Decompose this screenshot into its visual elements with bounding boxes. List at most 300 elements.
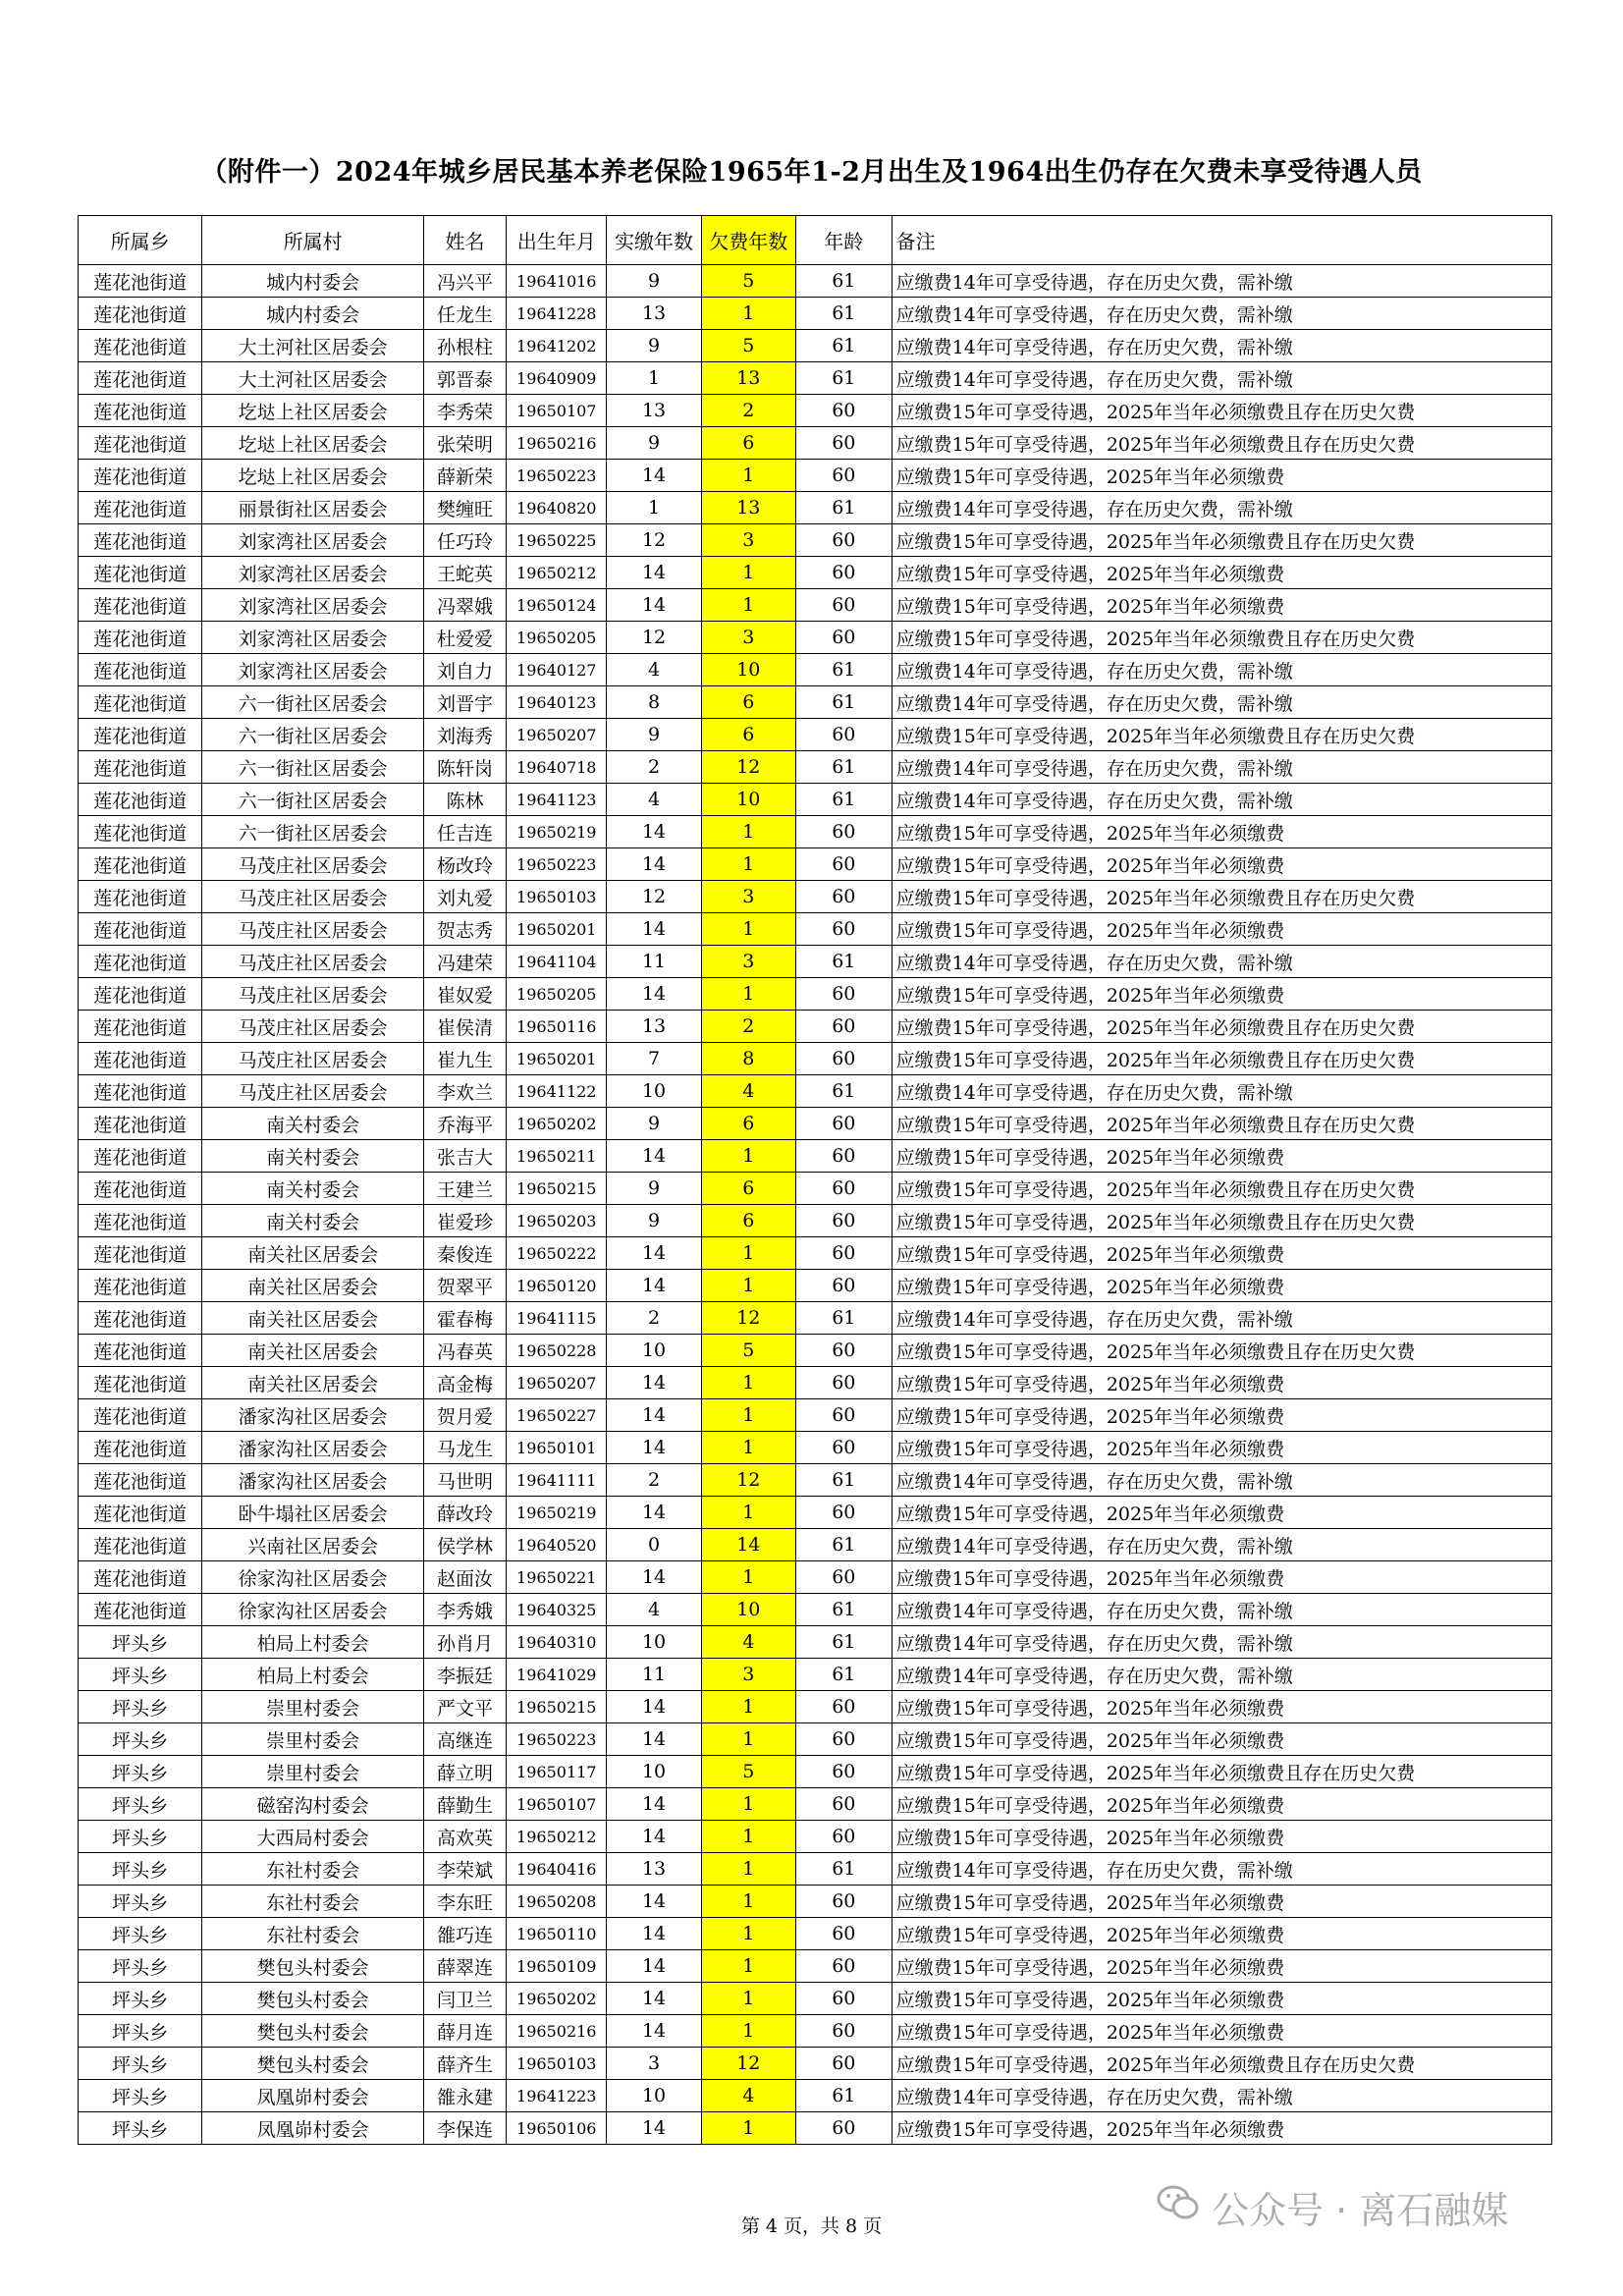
cell-township: 莲花池街道 — [79, 492, 202, 524]
cell-remark: 应缴费14年可享受待遇，存在历史欠费，需补缴 — [892, 330, 1551, 362]
cell-arrears-years: 4 — [701, 2080, 795, 2112]
cell-name: 秦俊连 — [423, 1237, 506, 1270]
cell-paid-years: 14 — [607, 1237, 701, 1270]
cell-birth-date: 19650107 — [507, 395, 607, 427]
cell-birth-date: 19650201 — [507, 1043, 607, 1075]
cell-age: 60 — [795, 1561, 892, 1594]
table-row — [79, 2015, 1552, 2048]
cell-village: 凤凰峁村委会 — [202, 2080, 424, 2112]
cell-arrears-years: 1 — [701, 816, 795, 848]
cell-arrears-years: 1 — [701, 913, 795, 946]
cell-arrears-years: 4 — [701, 1075, 795, 1108]
table-row — [79, 492, 1552, 524]
cell-name: 刘海秀 — [423, 719, 506, 751]
cell-birth-date: 19650212 — [507, 1821, 607, 1853]
cell-village: 大西局村委会 — [202, 1821, 424, 1853]
cell-village: 大土河社区居委会 — [202, 330, 424, 362]
cell-name: 贺志秀 — [423, 913, 506, 946]
cell-birth-date: 19650106 — [507, 2112, 607, 2145]
cell-birth-date: 19650103 — [507, 881, 607, 913]
cell-village: 刘家湾社区居委会 — [202, 524, 424, 557]
cell-village: 城内村委会 — [202, 265, 424, 298]
cell-township: 莲花池街道 — [79, 460, 202, 492]
cell-name: 杜爱爱 — [423, 622, 506, 654]
table-row — [79, 298, 1552, 330]
cell-township: 坪头乡 — [79, 1853, 202, 1886]
cell-arrears-years: 5 — [701, 330, 795, 362]
cell-township: 莲花池街道 — [79, 298, 202, 330]
cell-age: 60 — [795, 816, 892, 848]
table-row — [79, 1950, 1552, 1983]
cell-birth-date: 19650219 — [507, 816, 607, 848]
cell-name: 李东旺 — [423, 1886, 506, 1918]
cell-arrears-years: 10 — [701, 1594, 795, 1626]
cell-paid-years: 10 — [607, 1626, 701, 1659]
cell-township: 莲花池街道 — [79, 427, 202, 460]
cell-remark: 应缴费14年可享受待遇，存在历史欠费，需补缴 — [892, 298, 1551, 330]
cell-remark: 应缴费15年可享受待遇，2025年当年必须缴费且存在历史欠费 — [892, 719, 1551, 751]
cell-village: 潘家沟社区居委会 — [202, 1399, 424, 1432]
cell-age: 60 — [795, 1756, 892, 1788]
cell-paid-years: 14 — [607, 1432, 701, 1464]
cell-age: 60 — [795, 848, 892, 881]
cell-birth-date: 19640520 — [507, 1529, 607, 1561]
cell-birth-date: 19641016 — [507, 265, 607, 298]
cell-arrears-years: 1 — [701, 1270, 795, 1302]
cell-township: 莲花池街道 — [79, 1367, 202, 1399]
cell-paid-years: 3 — [607, 2048, 701, 2080]
table-row — [79, 1108, 1552, 1140]
cell-name: 侯学林 — [423, 1529, 506, 1561]
cell-age: 60 — [795, 1497, 892, 1529]
cell-birth-date: 19640127 — [507, 654, 607, 686]
cell-township: 莲花池街道 — [79, 1108, 202, 1140]
cell-remark: 应缴费14年可享受待遇，存在历史欠费，需补缴 — [892, 1659, 1551, 1691]
cell-township: 莲花池街道 — [79, 1205, 202, 1237]
cell-name: 雒永建 — [423, 2080, 506, 2112]
cell-arrears-years: 12 — [701, 2048, 795, 2080]
cell-name: 薛立明 — [423, 1756, 506, 1788]
cell-age: 60 — [795, 1983, 892, 2015]
cell-birth-date: 19650120 — [507, 1270, 607, 1302]
table-row — [79, 1659, 1552, 1691]
cell-paid-years: 14 — [607, 1886, 701, 1918]
table-row — [79, 1497, 1552, 1529]
cell-village: 徐家沟社区居委会 — [202, 1594, 424, 1626]
cell-arrears-years: 10 — [701, 654, 795, 686]
cell-village: 樊包头村委会 — [202, 1950, 424, 1983]
cell-age: 60 — [795, 1335, 892, 1367]
cell-birth-date: 19650223 — [507, 1723, 607, 1756]
cell-paid-years: 8 — [607, 686, 701, 719]
cell-township: 坪头乡 — [79, 1756, 202, 1788]
cell-paid-years: 14 — [607, 816, 701, 848]
cell-township: 莲花池街道 — [79, 1011, 202, 1043]
cell-remark: 应缴费15年可享受待遇，2025年当年必须缴费 — [892, 816, 1551, 848]
cell-name: 李振廷 — [423, 1659, 506, 1691]
cell-remark: 应缴费15年可享受待遇，2025年当年必须缴费 — [892, 1237, 1551, 1270]
table-row — [79, 1918, 1552, 1950]
cell-age: 61 — [795, 654, 892, 686]
cell-birth-date: 19650223 — [507, 460, 607, 492]
cell-name: 李欢兰 — [423, 1075, 506, 1108]
cell-remark: 应缴费15年可享受待遇，2025年当年必须缴费 — [892, 1432, 1551, 1464]
cell-paid-years: 13 — [607, 298, 701, 330]
cell-township: 莲花池街道 — [79, 913, 202, 946]
cell-township: 坪头乡 — [79, 2080, 202, 2112]
cell-remark: 应缴费14年可享受待遇，存在历史欠费，需补缴 — [892, 1464, 1551, 1497]
table-row — [79, 1464, 1552, 1497]
cell-age: 60 — [795, 589, 892, 622]
cell-arrears-years: 3 — [701, 524, 795, 557]
cell-paid-years: 14 — [607, 1983, 701, 2015]
cell-age: 60 — [795, 427, 892, 460]
cell-remark: 应缴费14年可享受待遇，存在历史欠费，需补缴 — [892, 1529, 1551, 1561]
cell-birth-date: 19641228 — [507, 298, 607, 330]
cell-arrears-years: 1 — [701, 1691, 795, 1723]
cell-paid-years: 9 — [607, 1173, 701, 1205]
cell-arrears-years: 6 — [701, 719, 795, 751]
cell-name: 薛改玲 — [423, 1497, 506, 1529]
cell-arrears-years: 6 — [701, 686, 795, 719]
cell-village: 丽景街社区居委会 — [202, 492, 424, 524]
cell-age: 60 — [795, 2015, 892, 2048]
header-arrears-years: 欠费年数 — [701, 216, 795, 265]
cell-paid-years: 12 — [607, 524, 701, 557]
cell-age: 60 — [795, 881, 892, 913]
cell-remark: 应缴费14年可享受待遇，存在历史欠费，需补缴 — [892, 654, 1551, 686]
cell-paid-years: 12 — [607, 622, 701, 654]
cell-paid-years: 0 — [607, 1529, 701, 1561]
cell-township: 莲花池街道 — [79, 978, 202, 1011]
cell-township: 莲花池街道 — [79, 524, 202, 557]
cell-paid-years: 9 — [607, 1108, 701, 1140]
cell-age: 60 — [795, 2112, 892, 2145]
cell-arrears-years: 1 — [701, 1918, 795, 1950]
cell-age: 61 — [795, 2080, 892, 2112]
cell-birth-date: 19641104 — [507, 946, 607, 978]
table-row — [79, 265, 1552, 298]
cell-arrears-years: 5 — [701, 1756, 795, 1788]
cell-remark: 应缴费14年可享受待遇，存在历史欠费，需补缴 — [892, 751, 1551, 784]
cell-name: 任巧玲 — [423, 524, 506, 557]
table-row — [79, 2080, 1552, 2112]
table-row — [79, 1399, 1552, 1432]
cell-paid-years: 9 — [607, 1205, 701, 1237]
cell-paid-years: 7 — [607, 1043, 701, 1075]
cell-arrears-years: 2 — [701, 395, 795, 427]
watermark-text: 公众号 · 离石融媒 — [1212, 2188, 1509, 2232]
cell-township: 莲花池街道 — [79, 1302, 202, 1335]
cell-arrears-years: 3 — [701, 946, 795, 978]
cell-birth-date: 19640909 — [507, 362, 607, 395]
table-row — [79, 1140, 1552, 1173]
cell-birth-date: 19650208 — [507, 1886, 607, 1918]
cell-birth-date: 19650107 — [507, 1788, 607, 1821]
cell-paid-years: 13 — [607, 1011, 701, 1043]
cell-village: 城内村委会 — [202, 298, 424, 330]
table-row — [79, 946, 1552, 978]
cell-arrears-years: 1 — [701, 978, 795, 1011]
cell-village: 马茂庄社区居委会 — [202, 946, 424, 978]
cell-arrears-years: 5 — [701, 265, 795, 298]
cell-remark: 应缴费15年可享受待遇，2025年当年必须缴费 — [892, 2112, 1551, 2145]
cell-age: 61 — [795, 686, 892, 719]
cell-village: 六一街社区居委会 — [202, 816, 424, 848]
header-village: 所属村 — [202, 216, 424, 265]
cell-birth-date: 19640820 — [507, 492, 607, 524]
cell-paid-years: 14 — [607, 1821, 701, 1853]
cell-birth-date: 19641123 — [507, 784, 607, 816]
cell-birth-date: 19650211 — [507, 1140, 607, 1173]
cell-township: 莲花池街道 — [79, 1497, 202, 1529]
cell-remark: 应缴费15年可享受待遇，2025年当年必须缴费 — [892, 557, 1551, 589]
cell-paid-years: 10 — [607, 1075, 701, 1108]
cell-arrears-years: 12 — [701, 751, 795, 784]
cell-age: 60 — [795, 622, 892, 654]
cell-paid-years: 4 — [607, 784, 701, 816]
cell-age: 60 — [795, 1399, 892, 1432]
cell-birth-date: 19640325 — [507, 1594, 607, 1626]
cell-arrears-years: 1 — [701, 1950, 795, 1983]
cell-village: 柏局上村委会 — [202, 1659, 424, 1691]
table-row — [79, 2048, 1552, 2080]
cell-age: 60 — [795, 978, 892, 1011]
table-row — [79, 881, 1552, 913]
cell-township: 坪头乡 — [79, 1659, 202, 1691]
cell-village: 刘家湾社区居委会 — [202, 589, 424, 622]
cell-township: 坪头乡 — [79, 1788, 202, 1821]
cell-township: 莲花池街道 — [79, 719, 202, 751]
cell-age: 61 — [795, 1302, 892, 1335]
cell-remark: 应缴费15年可享受待遇，2025年当年必须缴费且存在历史欠费 — [892, 395, 1551, 427]
cell-village: 马茂庄社区居委会 — [202, 848, 424, 881]
cell-remark: 应缴费15年可享受待遇，2025年当年必须缴费 — [892, 913, 1551, 946]
cell-age: 61 — [795, 1464, 892, 1497]
cell-arrears-years: 1 — [701, 1561, 795, 1594]
cell-age: 61 — [795, 298, 892, 330]
cell-village: 马茂庄社区居委会 — [202, 1075, 424, 1108]
cell-paid-years: 10 — [607, 1335, 701, 1367]
cell-township: 莲花池街道 — [79, 946, 202, 978]
table-row — [79, 848, 1552, 881]
cell-village: 六一街社区居委会 — [202, 719, 424, 751]
cell-township: 莲花池街道 — [79, 1140, 202, 1173]
cell-village: 大土河社区居委会 — [202, 362, 424, 395]
cell-birth-date: 19640310 — [507, 1626, 607, 1659]
cell-township: 莲花池街道 — [79, 816, 202, 848]
cell-name: 雒巧连 — [423, 1918, 506, 1950]
cell-arrears-years: 1 — [701, 589, 795, 622]
cell-name: 赵面汝 — [423, 1561, 506, 1594]
cell-remark: 应缴费15年可享受待遇，2025年当年必须缴费 — [892, 1918, 1551, 1950]
cell-age: 61 — [795, 330, 892, 362]
cell-birth-date: 19650124 — [507, 589, 607, 622]
cell-age: 60 — [795, 1691, 892, 1723]
cell-birth-date: 19641115 — [507, 1302, 607, 1335]
cell-remark: 应缴费15年可享受待遇，2025年当年必须缴费 — [892, 1886, 1551, 1918]
cell-age: 60 — [795, 557, 892, 589]
cell-age: 61 — [795, 492, 892, 524]
cell-birth-date: 19650116 — [507, 1011, 607, 1043]
cell-name: 薛翠连 — [423, 1950, 506, 1983]
cell-village: 南关社区居委会 — [202, 1302, 424, 1335]
cell-birth-date: 19641122 — [507, 1075, 607, 1108]
cell-village: 东社村委会 — [202, 1886, 424, 1918]
table-row — [79, 1270, 1552, 1302]
cell-birth-date: 19641223 — [507, 2080, 607, 2112]
table-row — [79, 557, 1552, 589]
table-row — [79, 460, 1552, 492]
cell-remark: 应缴费15年可享受待遇，2025年当年必须缴费 — [892, 1270, 1551, 1302]
cell-name: 王建兰 — [423, 1173, 506, 1205]
cell-name: 李秀荣 — [423, 395, 506, 427]
cell-township: 莲花池街道 — [79, 622, 202, 654]
cell-village: 南关社区居委会 — [202, 1270, 424, 1302]
cell-arrears-years: 1 — [701, 1723, 795, 1756]
cell-remark: 应缴费14年可享受待遇，存在历史欠费，需补缴 — [892, 686, 1551, 719]
cell-paid-years: 9 — [607, 265, 701, 298]
cell-township: 莲花池街道 — [79, 654, 202, 686]
cell-arrears-years: 3 — [701, 622, 795, 654]
cell-paid-years: 14 — [607, 1140, 701, 1173]
cell-village: 圪垯上社区居委会 — [202, 460, 424, 492]
cell-age: 60 — [795, 1432, 892, 1464]
cell-arrears-years: 1 — [701, 460, 795, 492]
cell-birth-date: 19641111 — [507, 1464, 607, 1497]
cell-age: 60 — [795, 1886, 892, 1918]
cell-age: 60 — [795, 1173, 892, 1205]
cell-paid-years: 9 — [607, 427, 701, 460]
cell-township: 莲花池街道 — [79, 1399, 202, 1432]
cell-village: 南关社区居委会 — [202, 1237, 424, 1270]
cell-age: 60 — [795, 395, 892, 427]
cell-village: 圪垯上社区居委会 — [202, 395, 424, 427]
cell-name: 孙根柱 — [423, 330, 506, 362]
cell-village: 刘家湾社区居委会 — [202, 654, 424, 686]
cell-arrears-years: 3 — [701, 881, 795, 913]
cell-age: 60 — [795, 2048, 892, 2080]
wechat-icon — [1157, 2183, 1200, 2231]
cell-township: 坪头乡 — [79, 1691, 202, 1723]
cell-paid-years: 2 — [607, 751, 701, 784]
cell-age: 60 — [795, 1950, 892, 1983]
cell-arrears-years: 1 — [701, 298, 795, 330]
table-row — [79, 330, 1552, 362]
cell-paid-years: 1 — [607, 362, 701, 395]
cell-village: 柏局上村委会 — [202, 1626, 424, 1659]
cell-township: 莲花池街道 — [79, 1043, 202, 1075]
cell-remark: 应缴费14年可享受待遇，存在历史欠费，需补缴 — [892, 2080, 1551, 2112]
cell-paid-years: 14 — [607, 557, 701, 589]
cell-age: 60 — [795, 1205, 892, 1237]
cell-remark: 应缴费14年可享受待遇，存在历史欠费，需补缴 — [892, 1853, 1551, 1886]
cell-name: 高继连 — [423, 1723, 506, 1756]
cell-birth-date: 19640718 — [507, 751, 607, 784]
cell-remark: 应缴费14年可享受待遇，存在历史欠费，需补缴 — [892, 492, 1551, 524]
cell-village: 南关村委会 — [202, 1205, 424, 1237]
cell-paid-years: 12 — [607, 881, 701, 913]
cell-age: 60 — [795, 1270, 892, 1302]
cell-name: 李保连 — [423, 2112, 506, 2145]
table-row — [79, 1594, 1552, 1626]
cell-arrears-years: 4 — [701, 1626, 795, 1659]
cell-name: 高金梅 — [423, 1367, 506, 1399]
cell-arrears-years: 1 — [701, 1497, 795, 1529]
table-header-row — [79, 216, 1552, 265]
cell-village: 马茂庄社区居委会 — [202, 913, 424, 946]
cell-remark: 应缴费15年可享受待遇，2025年当年必须缴费且存在历史欠费 — [892, 1173, 1551, 1205]
cell-township: 莲花池街道 — [79, 589, 202, 622]
cell-name: 贺月爱 — [423, 1399, 506, 1432]
cell-age: 61 — [795, 751, 892, 784]
cell-arrears-years: 1 — [701, 2112, 795, 2145]
cell-age: 60 — [795, 1108, 892, 1140]
cell-paid-years: 14 — [607, 848, 701, 881]
cell-remark: 应缴费15年可享受待遇，2025年当年必须缴费 — [892, 1691, 1551, 1723]
cell-age: 60 — [795, 1918, 892, 1950]
arrears-table — [78, 215, 1552, 2145]
cell-remark: 应缴费15年可享受待遇，2025年当年必须缴费且存在历史欠费 — [892, 1756, 1551, 1788]
cell-paid-years: 14 — [607, 1788, 701, 1821]
cell-village: 刘家湾社区居委会 — [202, 557, 424, 589]
cell-birth-date: 19640416 — [507, 1853, 607, 1886]
table-row — [79, 784, 1552, 816]
cell-village: 六一街社区居委会 — [202, 784, 424, 816]
cell-arrears-years: 2 — [701, 1011, 795, 1043]
cell-age: 60 — [795, 719, 892, 751]
cell-village: 磁窑沟村委会 — [202, 1788, 424, 1821]
cell-birth-date: 19650216 — [507, 2015, 607, 2048]
cell-village: 东社村委会 — [202, 1918, 424, 1950]
cell-village: 南关村委会 — [202, 1140, 424, 1173]
table-row — [79, 427, 1552, 460]
cell-arrears-years: 13 — [701, 492, 795, 524]
cell-township: 莲花池街道 — [79, 1561, 202, 1594]
cell-age: 60 — [795, 1367, 892, 1399]
cell-name: 李荣斌 — [423, 1853, 506, 1886]
cell-remark: 应缴费14年可享受待遇，存在历史欠费，需补缴 — [892, 1594, 1551, 1626]
cell-name: 马世明 — [423, 1464, 506, 1497]
table-row — [79, 719, 1552, 751]
cell-village: 马茂庄社区居委会 — [202, 978, 424, 1011]
cell-name: 薛齐生 — [423, 2048, 506, 2080]
table-row — [79, 978, 1552, 1011]
cell-birth-date: 19641202 — [507, 330, 607, 362]
cell-name: 闫卫兰 — [423, 1983, 506, 2015]
cell-birth-date: 19650222 — [507, 1237, 607, 1270]
cell-birth-date: 19650215 — [507, 1691, 607, 1723]
cell-township: 坪头乡 — [79, 2048, 202, 2080]
cell-name: 郭晋泰 — [423, 362, 506, 395]
cell-remark: 应缴费14年可享受待遇，存在历史欠费，需补缴 — [892, 946, 1551, 978]
cell-birth-date: 19650202 — [507, 1983, 607, 2015]
cell-township: 莲花池街道 — [79, 362, 202, 395]
cell-birth-date: 19640123 — [507, 686, 607, 719]
cell-remark: 应缴费15年可享受待遇，2025年当年必须缴费 — [892, 2015, 1551, 2048]
cell-name: 杨改玲 — [423, 848, 506, 881]
cell-township: 坪头乡 — [79, 1821, 202, 1853]
table-row — [79, 913, 1552, 946]
cell-name: 冯春英 — [423, 1335, 506, 1367]
cell-township: 莲花池街道 — [79, 395, 202, 427]
cell-remark: 应缴费14年可享受待遇，存在历史欠费，需补缴 — [892, 362, 1551, 395]
cell-village: 东社村委会 — [202, 1853, 424, 1886]
cell-birth-date: 19650205 — [507, 978, 607, 1011]
table-row — [79, 1205, 1552, 1237]
cell-name: 崔爱珍 — [423, 1205, 506, 1237]
header-remark: 备注 — [892, 216, 1551, 265]
